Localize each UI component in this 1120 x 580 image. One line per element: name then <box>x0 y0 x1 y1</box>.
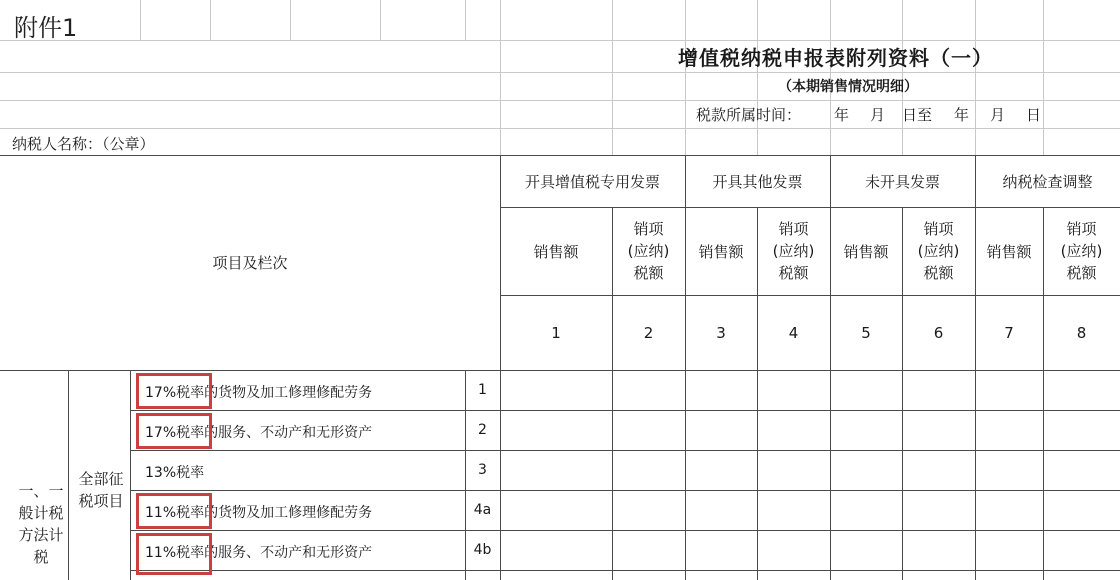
grid-line <box>757 0 758 155</box>
tax-rate-label: 11%税率 <box>145 545 205 561</box>
grid-line <box>380 0 381 40</box>
table-border <box>130 490 1120 491</box>
highlight-box <box>136 533 212 575</box>
grid-line <box>0 128 1120 129</box>
page-subtitle: （本期销售情况明细） <box>778 79 918 95</box>
line-number: 4b <box>473 542 492 558</box>
subheader-tax-line: (应纳) <box>917 242 960 260</box>
tax-period-label: 税款所属时间： <box>696 106 802 124</box>
subheader-tax-line: 税额 <box>1066 264 1097 282</box>
column-number: 8 <box>1076 323 1087 342</box>
taxpayer-name-label: 纳税人名称：（公章） <box>12 135 155 153</box>
subheader-tax-line: (应纳) <box>1060 242 1103 260</box>
grid-line <box>0 100 1120 101</box>
row-description: 的货物及加工修理修配劳务 <box>204 505 373 521</box>
line-number: 1 <box>478 382 487 398</box>
line-number: 3 <box>478 462 487 478</box>
subheader-tax-line: (应纳) <box>772 242 815 260</box>
tax-period-month1: 月 <box>870 106 886 124</box>
subheader-tax-line: (应纳) <box>627 242 670 260</box>
table-border <box>68 370 69 580</box>
grid-line <box>612 0 613 155</box>
highlight-box <box>136 413 212 449</box>
tax-rate-label: 17%税率 <box>145 425 205 441</box>
tax-period-year1: 年 <box>834 106 850 124</box>
grid-line <box>210 0 211 40</box>
column-number: 6 <box>933 323 944 342</box>
grid-line <box>975 0 976 155</box>
page-title: 增值税纳税申报表附列资料（一） <box>678 46 993 70</box>
row-description: 的服务、不动产和无形资产 <box>204 425 373 441</box>
subheader-sales-1: 销售额 <box>533 242 579 261</box>
line-number: 4a <box>473 502 492 518</box>
highlight-box <box>136 373 212 409</box>
table-border <box>130 370 131 580</box>
grid-line <box>140 0 141 40</box>
tax-rate-label: 17%税率 <box>145 385 205 401</box>
subheader-tax-line: 税额 <box>923 264 954 282</box>
tax-period-month2: 月 <box>990 106 1006 124</box>
table-border <box>130 570 1120 571</box>
subheader-tax-line: 销项 <box>633 220 664 238</box>
category-general-method: 一、一般计税方法计税 <box>18 482 64 566</box>
item-column-header: 项目及栏次 <box>212 254 288 272</box>
grid-line <box>500 0 501 155</box>
row-description: 的货物及加工修理修配劳务 <box>204 385 373 401</box>
subheader-tax-2 <box>612 207 685 295</box>
table-border <box>130 410 1120 411</box>
annex-label: 附件1 <box>14 14 78 42</box>
column-number: 3 <box>716 323 726 342</box>
column-number: 7 <box>1004 323 1014 342</box>
subheader-sales-5: 销售额 <box>843 242 889 261</box>
column-number: 2 <box>643 323 654 342</box>
subheader-tax-line: 销项 <box>923 220 954 238</box>
group-header-special-invoice: 开具增值税专用发票 <box>524 172 660 191</box>
line-number: 2 <box>478 422 487 438</box>
tax-period-year2: 年 <box>954 106 970 124</box>
grid-line <box>290 0 291 40</box>
subheader-sales-7: 销售额 <box>986 242 1032 261</box>
subheader-tax-line: 销项 <box>778 220 809 238</box>
table-border <box>130 450 1120 451</box>
subheader-tax-line: 税额 <box>633 264 664 282</box>
grid-line <box>1043 0 1044 155</box>
subheader-tax-8 <box>1043 207 1120 295</box>
tax-rate-label: 13%税率 <box>145 465 205 481</box>
subheader-sales-3: 销售额 <box>698 242 744 261</box>
subheader-tax-line: 销项 <box>1066 220 1097 238</box>
column-number: 4 <box>788 323 799 342</box>
subheader-tax-6 <box>902 207 975 295</box>
group-header-inspection-adjust: 纳税检查调整 <box>1002 172 1093 191</box>
table-row-3 <box>145 462 204 482</box>
tax-rate-label: 11%税率 <box>145 505 205 521</box>
row-description: 的服务、不动产和无形资产 <box>204 545 373 561</box>
group-header-other-invoice: 开具其他发票 <box>712 172 803 191</box>
grid-line <box>0 72 1120 73</box>
column-number: 5 <box>861 323 871 342</box>
group-header-no-invoice: 未开具发票 <box>864 172 940 191</box>
grid-line <box>465 0 466 40</box>
table-border <box>0 370 1120 371</box>
tax-period-day2: 日 <box>1026 106 1042 124</box>
subheader-tax-4 <box>757 207 830 295</box>
grid-line <box>685 0 686 155</box>
grid-line <box>0 40 1120 41</box>
table-border <box>130 530 1120 531</box>
subheader-tax-line: 税额 <box>778 264 809 282</box>
column-number: 1 <box>551 323 561 342</box>
highlight-box <box>136 493 212 529</box>
tax-period-day-to: 日至 <box>902 106 933 124</box>
subcategory-all-taxable: 全部征税项目 <box>78 470 124 510</box>
